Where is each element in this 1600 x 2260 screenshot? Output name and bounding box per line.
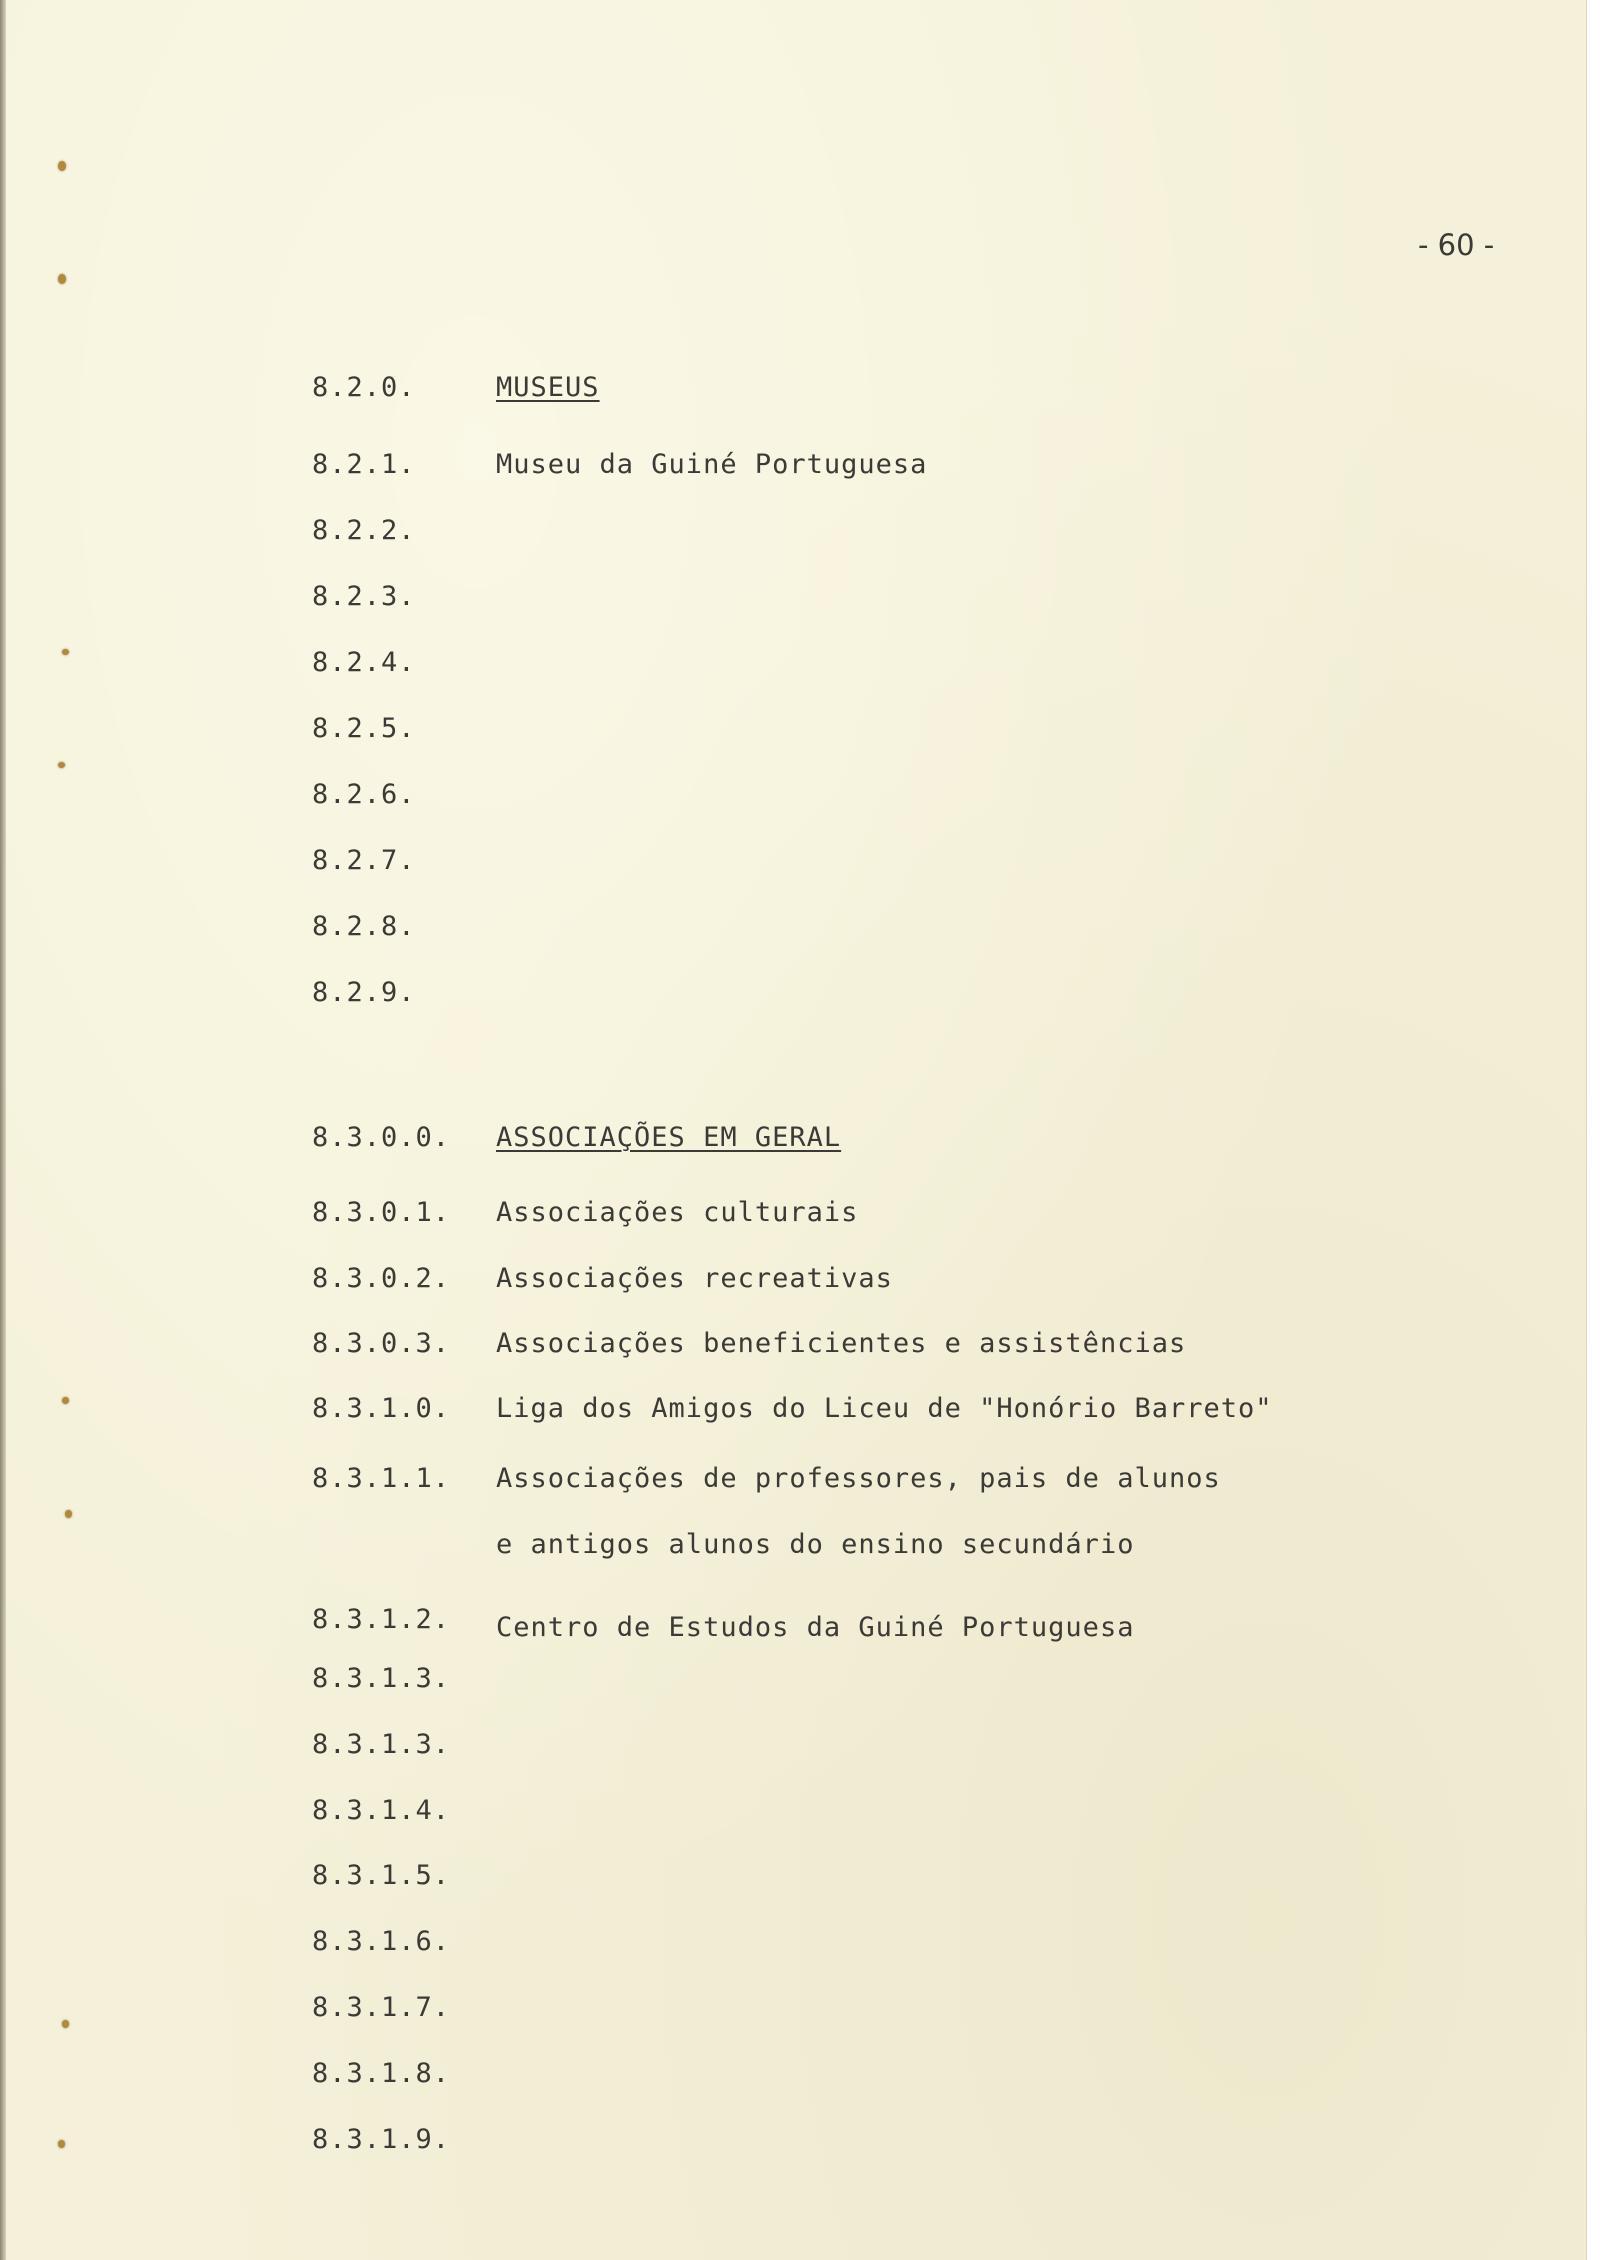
binder-hole-mark — [65, 1510, 72, 1518]
binder-hole-mark — [62, 2020, 69, 2028]
entry-label: Associações recreativas — [496, 1263, 893, 1294]
entry-label: Associações de professores, pais de alunos — [496, 1463, 1221, 1494]
entry-number: 8.2.5. — [312, 713, 416, 744]
entry-number: 8.3.0.2. — [312, 1263, 451, 1294]
section-heading-museus: MUSEUS — [496, 372, 600, 403]
entry-number: 8.3.1.0. — [312, 1393, 451, 1424]
entry-number: 8.2.9. — [312, 977, 416, 1008]
entry-number: 8.3.0.1. — [312, 1197, 451, 1228]
section-heading-associacoes: ASSOCIAÇÕES EM GERAL — [496, 1122, 842, 1153]
entry-label: Museu da Guiné Portuguesa — [496, 449, 928, 480]
section-number-associacoes: 8.3.0.0. — [312, 1122, 451, 1153]
entry-number: 8.3.1.9. — [312, 2124, 451, 2155]
entry-number: 8.3.1.8. — [312, 2058, 451, 2089]
entry-label: Centro de Estudos da Guiné Portuguesa — [496, 1612, 1135, 1643]
entry-number: 8.2.6. — [312, 779, 416, 810]
entry-number: 8.3.1.7. — [312, 1992, 451, 2023]
entry-label-continuation: e antigos alunos do ensino secundário — [496, 1529, 1135, 1560]
entry-label: Associações culturais — [496, 1197, 859, 1228]
binder-hole-mark — [58, 762, 65, 768]
entry-number: 8.3.1.3. — [312, 1729, 451, 1760]
entry-number: 8.3.1.1. — [312, 1463, 451, 1494]
entry-number: 8.3.1.4. — [312, 1795, 451, 1826]
entry-number: 8.2.7. — [312, 845, 416, 876]
entry-number: 8.2.3. — [312, 581, 416, 612]
entry-number: 8.3.1.5. — [312, 1860, 451, 1891]
entry-number: 8.3.0.3. — [312, 1328, 451, 1359]
section-number-museus: 8.2.0. — [312, 372, 416, 403]
binder-hole-mark — [62, 649, 69, 655]
binder-hole-mark — [58, 2140, 65, 2148]
entry-number: 8.2.8. — [312, 911, 416, 942]
entry-number: 8.2.4. — [312, 647, 416, 678]
binder-hole-mark — [58, 274, 66, 284]
page-number: - 60 - — [1418, 228, 1495, 262]
entry-number: 8.3.1.6. — [312, 1926, 451, 1957]
binder-hole-mark — [58, 161, 66, 171]
entry-number: 8.2.2. — [312, 515, 416, 546]
entry-number: 8.2.1. — [312, 449, 416, 480]
binder-hole-mark — [62, 1397, 69, 1404]
entry-label: Associações beneficientes e assistências — [496, 1328, 1187, 1359]
binding-edge — [0, 0, 6, 2260]
entry-number: 8.3.1.3. — [312, 1663, 451, 1694]
entry-number: 8.3.1.2. — [312, 1604, 451, 1635]
entry-label: Liga dos Amigos do Liceu de "Honório Barreto" — [496, 1393, 1273, 1424]
